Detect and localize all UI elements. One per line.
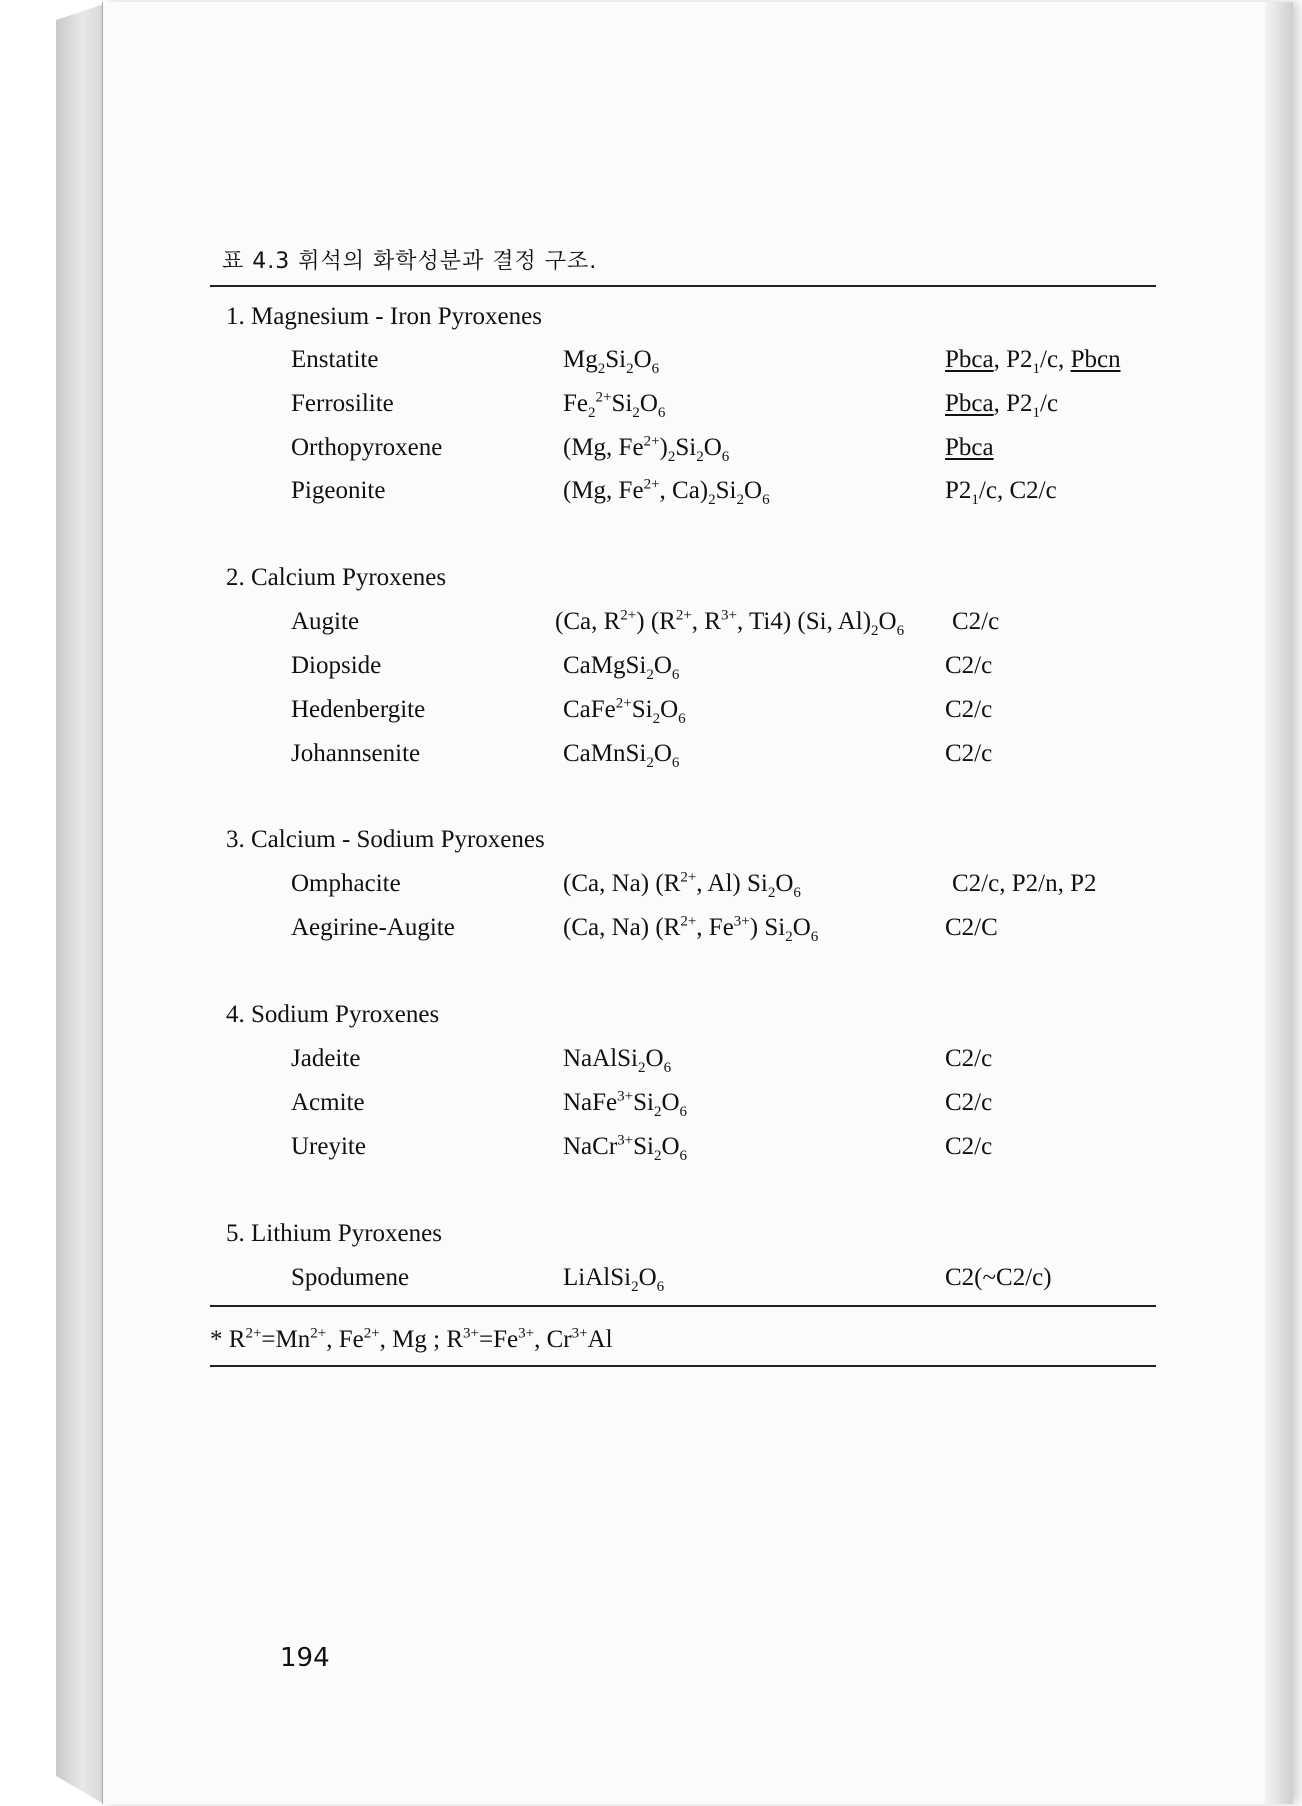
table-top-rule <box>210 285 1156 287</box>
table-row <box>0 1089 1302 1125</box>
mineral-name: Omphacite <box>291 870 401 897</box>
crystal-structure: C2/c <box>945 1089 993 1116</box>
chemical-formula: (Mg, $Fe^{2+}$, $Ca)_2Si_2O_6$ <box>563 476 770 508</box>
chemical-formula: (Ca, Na) ($R^{2+}$, Al) $Si_2O_6$ <box>563 869 801 901</box>
mineral-name: Augite <box>291 608 360 635</box>
chemical-formula: $Fe_2^{2+}Si_2O_6$ <box>563 389 666 421</box>
mineral-name: Orthopyroxene <box>291 434 443 461</box>
mineral-name: Acmite <box>291 1089 365 1116</box>
chemical-formula: $NaAlSi_2O_6$ <box>563 1045 672 1076</box>
chemical-formula: $CaFe^{2+}Si_2O_6$ <box>563 695 686 727</box>
chemical-formula: $LiAlSi_2O_6$ <box>563 1264 665 1295</box>
crystal-structure: C2/c, P2/n, P2 <box>952 870 1097 897</box>
table-row <box>0 1133 1302 1169</box>
mineral-name: Spodumene <box>291 1264 410 1291</box>
chemical-formula: $CaMgSi_2O_6$ <box>563 652 680 683</box>
table-row <box>0 696 1302 732</box>
group-title-magnesium-iron: 1. Magnesium - Iron Pyroxenes <box>226 303 542 330</box>
mineral-name: Ferrosilite <box>291 390 394 417</box>
chemical-formula: (Mg, $Fe^{2+})_2Si_2O_6$ <box>563 433 730 465</box>
table-row <box>0 608 1302 644</box>
table-row <box>0 346 1302 382</box>
table-row <box>0 870 1302 906</box>
crystal-structure: C2/c <box>945 652 993 679</box>
crystal-structure: Pbca, $P2_1/c$ <box>945 390 1059 421</box>
mineral-name: Jadeite <box>291 1045 361 1072</box>
chemical-formula: $NaCr^{3+}Si_2O_6$ <box>563 1132 688 1164</box>
footnote-rule <box>210 1365 1156 1367</box>
crystal-structure: Pbca, $P2_1/c$, Pbcn <box>945 346 1121 377</box>
table-row <box>0 1264 1302 1300</box>
table-row <box>0 390 1302 426</box>
group-title-calcium: 2. Calcium Pyroxenes <box>226 564 447 591</box>
chemical-formula: $CaMnSi_2O_6$ <box>563 740 680 771</box>
chemical-formula: (Ca, Na) ($R^{2+}$, $Fe^{3+}$) $Si_2O_6$ <box>563 913 819 945</box>
mineral-name: Aegirine-Augite <box>291 914 455 941</box>
crystal-structure: C2/c <box>945 1133 993 1160</box>
chemical-formula: (Ca, $R^{2+}$) ($R^{2+}$, $R^{3+}$, Ti4) (Si, $Al)_2O_6$ <box>555 607 905 639</box>
crystal-structure: C2/c <box>952 608 1000 635</box>
table-row <box>0 740 1302 776</box>
table-caption: 표 4.3 휘석의 화학성분과 결정 구조. <box>222 249 598 274</box>
crystal-structure: C2/c <box>945 696 993 723</box>
chemical-formula: $NaFe^{3+}Si_2O_6$ <box>563 1088 688 1120</box>
table-row <box>0 914 1302 950</box>
crystal-structure: C2/c <box>945 1045 993 1072</box>
crystal-structure: C2/c <box>945 740 993 767</box>
crystal-structure: Pbca <box>945 434 994 461</box>
table-footnote: * $R^{2+}=Mn^{2+}$, $Fe^{2+}$, Mg ; $R^{3+}=Fe^{3+}$, $Cr^{3+}Al$ <box>210 1325 613 1353</box>
table-bottom-rule <box>210 1305 1156 1307</box>
table-row <box>0 652 1302 688</box>
mineral-name: Enstatite <box>291 346 379 373</box>
table-row <box>0 434 1302 470</box>
group-title-sodium: 4. Sodium Pyroxenes <box>226 1001 440 1028</box>
mineral-name: Johannsenite <box>291 740 421 767</box>
group-title-lithium: 5. Lithium Pyroxenes <box>226 1220 442 1247</box>
crystal-structure: C2(~C2/c) <box>945 1264 1052 1291</box>
mineral-name: Ureyite <box>291 1133 366 1160</box>
mineral-name: Hedenbergite <box>291 696 426 723</box>
crystal-structure: $P2_1/c$, C2/c <box>945 477 1057 508</box>
page-number: 194 <box>280 1643 330 1673</box>
table-row <box>0 1045 1302 1081</box>
crystal-structure: C2/C <box>945 914 998 941</box>
table-row <box>0 477 1302 513</box>
mineral-name: Pigeonite <box>291 477 386 504</box>
chemical-formula: $Mg_2Si_2O_6$ <box>563 346 660 377</box>
group-title-calcium-sodium: 3. Calcium - Sodium Pyroxenes <box>226 826 545 853</box>
mineral-name: Diopside <box>291 652 382 679</box>
